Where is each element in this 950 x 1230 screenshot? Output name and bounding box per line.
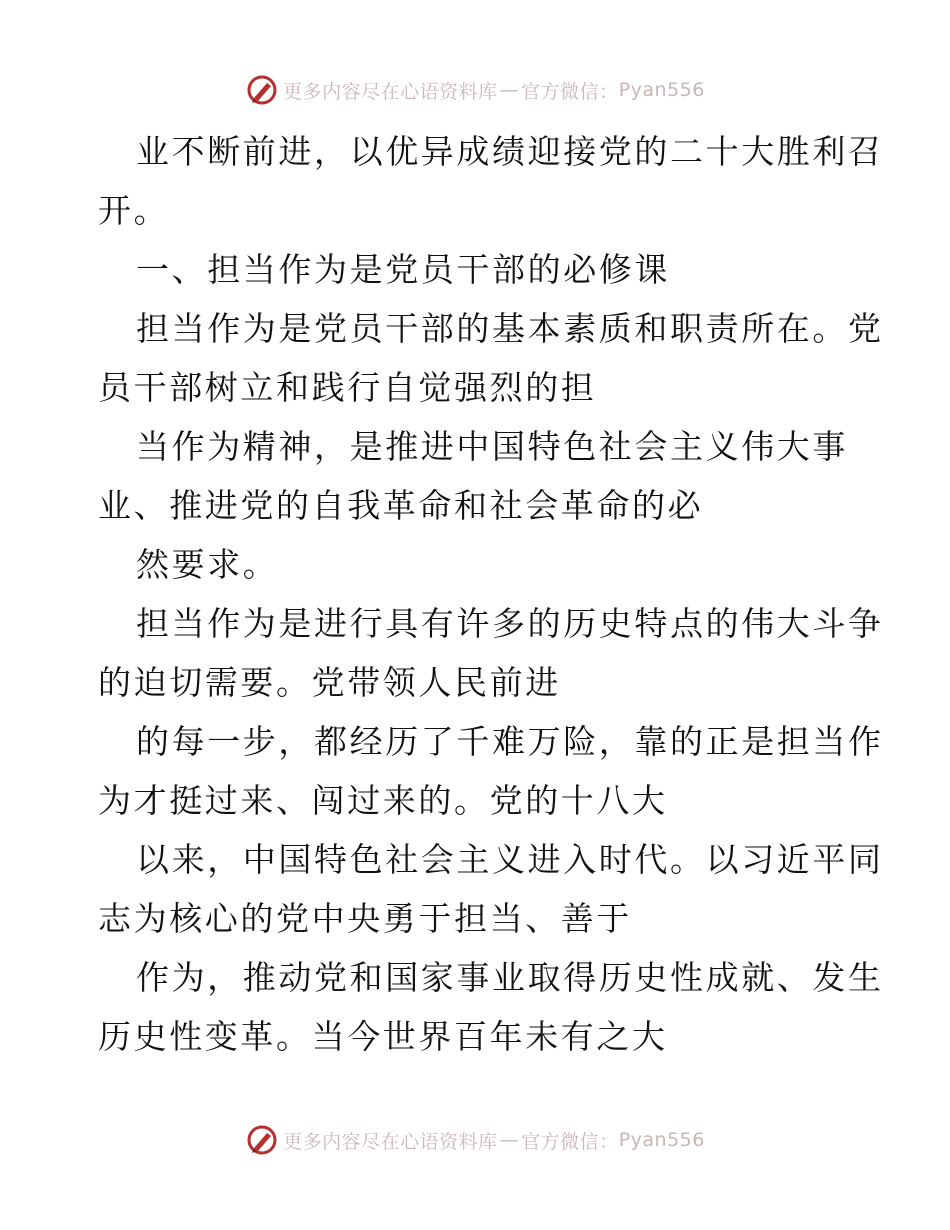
watermark-dash: —	[499, 79, 520, 101]
text-line: 以来，中国特色社会主义进入时代。以习近平同	[136, 840, 884, 879]
watermark-dash: —	[499, 1129, 520, 1151]
watermark-wechat-label: 官方微信：	[521, 1130, 619, 1153]
watermark-wechat-id: Pyan556	[618, 1129, 705, 1151]
text-line: 的迫切需要。党带领人民前进	[98, 663, 561, 702]
pen-logo-icon	[245, 73, 279, 107]
header-watermark	[0, 70, 950, 110]
text-line: 担当作为是进行具有许多的历史特点的伟大斗争	[136, 604, 884, 643]
watermark-text: 更多内容尽在心语资料库	[283, 1130, 498, 1153]
text-line: 员干部树立和践行自觉强烈的担	[98, 368, 597, 407]
watermark-wechat-label: 官方微信：	[521, 80, 619, 103]
text-line: 为才挺过来、闯过来的。党的十八大	[98, 781, 668, 820]
text-line: 业、推进党的自我革命和社会革命的必	[98, 486, 704, 525]
text-line: 的每一步，都经历了千难万险，靠的正是担当作	[136, 722, 884, 761]
text-line: 业不断前进，以优异成绩迎接党的二十大胜利召	[136, 132, 884, 171]
text-line: 然要求。	[136, 545, 279, 584]
pen-logo-icon	[245, 1123, 279, 1157]
text-line: 历史性变革。当今世界百年未有之大	[98, 1017, 668, 1056]
text-line: 担当作为是党员干部的基本素质和职责所在。党	[136, 309, 884, 348]
watermark-text: 更多内容尽在心语资料库	[283, 80, 498, 103]
text-line: 志为核心的党中央勇于担当、善于	[98, 899, 632, 938]
text-line: 开。	[98, 191, 170, 230]
text-line: 作为，推动党和国家事业取得历史性成就、发生	[136, 958, 884, 997]
text-line: 当作为精神，是推进中国特色社会主义伟大事	[136, 427, 848, 466]
document-body	[98, 122, 884, 1066]
section-heading: 一、担当作为是党员干部的必修课	[136, 250, 670, 289]
footer-watermark	[0, 1120, 950, 1160]
watermark-wechat-id: Pyan556	[618, 79, 705, 101]
